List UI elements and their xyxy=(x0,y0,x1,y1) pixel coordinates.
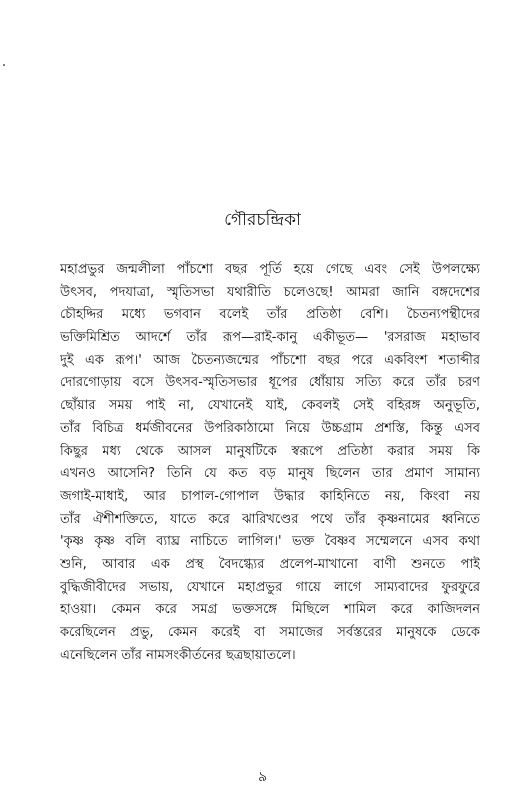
text-line: করেছিলেন প্রভু, কেমন করেই বা সমাজের সর্বস্তরের মানুষকে ডেকে xyxy=(60,625,480,640)
body-paragraph xyxy=(60,259,480,667)
text-line: শুনি, আবার এক প্রস্থ বৈদগ্ধ্যের প্রলেপ-মাখানো বাণী শুনতে পাই xyxy=(60,556,480,572)
text-line: হাওয়া। কেমন করে সমগ্র ভক্তসঙ্গে মিছিলে শামিল করে কাজিদলন xyxy=(60,602,480,618)
text-line: চৌহদ্দির মধ্যে ভগবান বলেই তাঁর প্রতিষ্ঠা বেশি। চৈতন্যপন্থীদের xyxy=(60,307,480,323)
text-line: জগাই-মাধাই, আর চাপাল-গোপাল উদ্ধার কাহিনিতে নয়, কিংবা নয় xyxy=(60,488,480,504)
text-line: দোরগোড়ায় বসে উৎসব-স্মৃতিসভার ধূপের ধোঁয়ায় সত্যি করে তাঁর চরণ xyxy=(60,375,480,391)
page-number: ৯ xyxy=(257,769,268,785)
text-line: ভক্তিমিশ্রিত আদর্শে তাঁর রূপ—রাই-কানু একীভূত— 'রসরাজ মহাভাব xyxy=(60,330,480,346)
page-title: গৌরচন্দ্রিকা xyxy=(224,210,301,230)
text-line: তাঁর ঐশীশক্তিতে, যাতে করে ঝারিখণ্ডের পথে তাঁর কৃষ্ণনামের ধ্বনিতে xyxy=(60,511,480,527)
text-line: এনেছিলেন তাঁর নামসংকীর্তনের ছত্রছায়াতলে। xyxy=(60,647,296,663)
text-line: মহাপ্রভুর জন্মলীলা পাঁচশো বছর পূর্তি হয়ে গেছে এবং সেই উপলক্ষ্যে xyxy=(60,262,480,277)
text-line: কিছুর মধ্য থেকে আসল মানুষটিকে স্বরূপে প্রতিষ্ঠা করার সময় কি xyxy=(60,443,480,459)
text-line: উৎসব, পদযাত্রা, স্মৃতিসভা যথারীতি চলেওছে! আমরা জানি বঙ্গদেশের xyxy=(60,284,480,300)
text-line: বুদ্ধিজীবীদের সভায়, যেখানে মহাপ্রভুর গায়ে লাগে সাম্যবাদের ফুরফুরে xyxy=(60,579,480,595)
text-line: দুই এক রূপ।' আজ চৈতন্যজন্মের পাঁচশো বছর পরে একবিংশ শতাব্দীর xyxy=(60,352,480,368)
text-line: 'কৃষ্ণ কৃষ্ণ বলি ব্যাঘ্র নাচিতে লাগিল।' ভক্ত বৈষ্ণব সম্মেলনে এসব কথা xyxy=(60,534,480,550)
text-line: তাঁর বিচিত্র ধর্মজীবনের উপরিকাঠামো নিয়ে উচ্চগ্রাম প্রশস্তি, কিন্তু এসব xyxy=(60,420,480,436)
margin-mark xyxy=(3,64,5,66)
text-line: এখনও আসেনি? তিনি যে কত বড় মানুষ ছিলেন তার প্রমাণ সামান্য xyxy=(60,466,480,482)
text-line: ছোঁয়ার সময় পাই না, যেখানেই যাই, কেবলই সেই বহিরঙ্গ অনুভূতি, xyxy=(60,398,480,414)
